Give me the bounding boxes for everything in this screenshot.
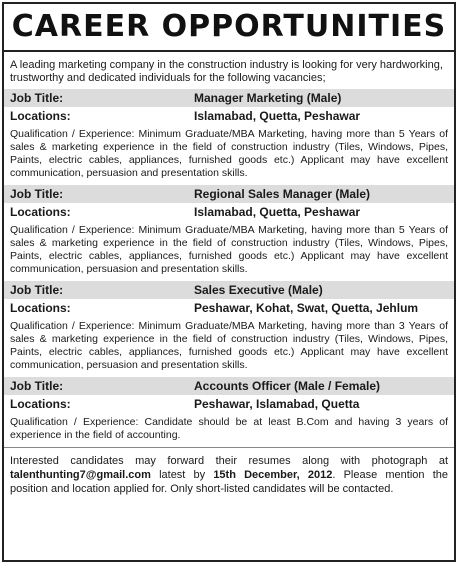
locations-row <box>4 107 454 125</box>
locations-row <box>4 395 454 413</box>
job-listing-4 <box>4 377 454 447</box>
job-title-label: Job Title: <box>10 91 64 105</box>
job-title-row <box>4 89 454 107</box>
job-description: Qualification / Experience: Minimum Graduate/MBA Marketing, having more than 3 Years of sales & marketing experience in the field of construction industry (Tiles, Windows, Pipes, Paints, electric cables, appliances, furnished goods etc.) Applicant may have excellent communication, persuasion and presentation skills. <box>10 320 448 371</box>
job-description: Qualification / Experience: Candidate should be at least B.Com and having 3 years of experience in the field of accounting. <box>10 416 448 441</box>
job-listing-2 <box>4 185 454 281</box>
locations-label: Locations: <box>10 205 71 219</box>
job-title-label: Job Title: <box>10 379 64 393</box>
intro-text: A leading marketing company in the construction industry is looking for very hardworking, trustworthy and dedicated individuals for the following vacancies; <box>10 59 443 84</box>
job-title-value: Sales Executive (Male) <box>194 283 323 297</box>
job-title-value: Regional Sales Manager (Male) <box>194 187 371 201</box>
job-title-row <box>4 377 454 395</box>
footer-text-2: latest by <box>150 469 214 481</box>
job-description: Qualification / Experience: Minimum Graduate/MBA Marketing, having more than 5 Years of sales & marketing experience in the field of construction industry (Tiles, Windows, Pipes, Paints, electric cables, appliances, furnished goods etc.) Applicant may have excellent communication, persuasion and presentation skills. <box>10 128 448 179</box>
application-instructions <box>4 447 454 496</box>
job-listing-1 <box>4 89 454 185</box>
locations-label: Locations: <box>10 301 71 315</box>
contact-email: talenthunting7@gmail.com <box>10 469 151 481</box>
locations-value: Islamabad, Quetta, Peshawar <box>194 109 361 123</box>
job-title-label: Job Title: <box>10 283 64 297</box>
locations-label: Locations: <box>10 397 71 411</box>
locations-value: Peshawar, Islamabad, Quetta <box>194 397 360 411</box>
job-title-row <box>4 281 454 299</box>
page-title: CAREER OPPORTUNITIES <box>4 4 454 52</box>
locations-value: Peshawar, Kohat, Swat, Quetta, Jehlum <box>194 301 419 315</box>
job-description: Qualification / Experience: Minimum Graduate/MBA Marketing, having more than 5 Years of sales & marketing experience in the field of construction industry (Tiles, Windows, Pipes, Paints, electric cables, appliances, furnished goods etc.) Applicant may have excellent communication, persuasion and presentation skills. <box>10 224 448 275</box>
job-listing-3 <box>4 281 454 377</box>
footer-text-3: . Please mention the position and location applied for. Only short-listed candidates will be contacted. <box>10 469 448 495</box>
career-advertisement <box>2 2 456 562</box>
job-title-value: Manager Marketing (Male) <box>194 91 342 105</box>
footer-text-1: Interested candidates may forward their resumes along with photograph at <box>10 455 448 467</box>
job-title-value: Accounts Officer (Male / Female) <box>194 379 381 393</box>
job-title-label: Job Title: <box>10 187 64 201</box>
application-deadline: 15th December, 2012 <box>213 469 333 481</box>
job-title-row <box>4 185 454 203</box>
locations-row <box>4 299 454 317</box>
locations-label: Locations: <box>10 109 71 123</box>
locations-row <box>4 203 454 221</box>
locations-value: Islamabad, Quetta, Peshawar <box>194 205 361 219</box>
